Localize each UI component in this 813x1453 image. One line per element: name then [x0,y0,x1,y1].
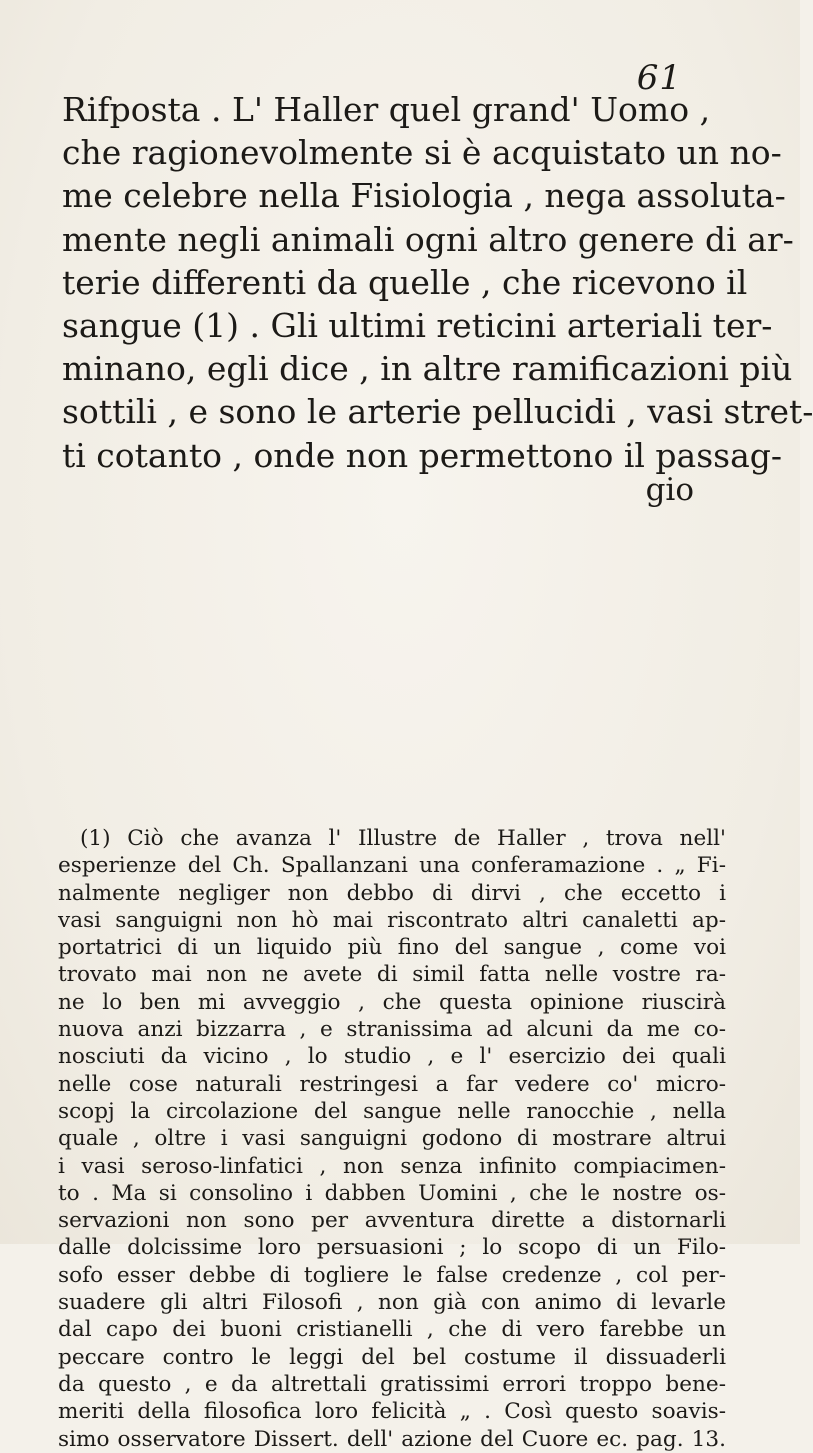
footnote-line: portatrici di un liquido più fino del sangue , come voi [58,935,726,961]
main-text-line: me celebre nella Fisiologia , nega assoluta- [62,176,786,216]
footnote-line: esperienze del Ch. Spallanzani una conferamazione . „ Fi- [58,853,726,879]
footnote-line: meriti della filosofica loro felicità „ . Così questo soavis- [58,1399,726,1425]
footnote-line: nalmente negliger non debbo di dirvi , che eccetto i [58,880,726,906]
main-text-line: ti cotanto , onde non permettono il passag- [62,435,783,475]
main-text-line: mente negli animali ogni altro genere di ar- [62,219,794,259]
main-text-line: sangue (1) . Gli ultimi reticini arteriali ter- [62,306,773,346]
main-text-line: Rifposta . L' Haller quel grand' Uomo , [62,90,711,129]
footnote-line: trovato mai non ne avete di simil fatta nelle vostre ra- [58,962,726,988]
catchword: gio [645,471,694,508]
footnote-line: da questo , e da altrettali gratissimi errori troppo bene- [58,1371,726,1397]
footnote-line: peccare contro le leggi del bel costume il dissuaderli [58,1344,726,1370]
footnote-line: nuova anzi bizzarra , e stranissima ad alcuni da me co- [58,1017,726,1043]
footnote-line: servazioni non sono per avventura dirette a distornarli [58,1208,726,1234]
main-text-line: che ragionevolmente si è acquistato un no- [62,133,782,173]
footnote-line: dalle dolcissime loro persuasioni ; lo scopo di un Filo- [58,1235,726,1261]
main-text-line: terie differenti da quelle , che ricevono il [62,262,748,302]
footnote-line: quale , oltre i vasi sanguigni godono di mostrare altrui [58,1126,726,1152]
main-text-line: sottili , e sono le arterie pellucidi , vasi stret- [62,392,813,432]
footnote-line: dal capo dei buoni cristianelli , che di vero farebbe un [58,1317,726,1343]
footnote-line: suadere gli altri Filosofi , non già con animo di levarle [58,1290,726,1316]
footnote-line: ne lo ben mi avveggio , che questa opinione riuscirà [58,989,726,1015]
main-text-line: minano, egli dice , in altre ramificazioni più [62,349,793,389]
page-number: 61 [636,58,682,98]
main-text-block [62,88,813,508]
footnote-block [58,825,726,1453]
footnote-line: i vasi seroso-linfatici , non senza infinito compiacimen- [58,1153,726,1179]
footnote-line: scopj la circolazione del sangue nelle ranocchie , nella [58,1098,726,1124]
footnote-line: simo osservatore Dissert. dell' azione del Cuore ec. pag. 13. [58,1426,726,1452]
footnote-line: (1) Ciò che avanza l' Illustre de Haller , trova nell' [80,826,726,851]
footnote-line: vasi sanguigni non hò mai riscontrato altri canaletti ap- [58,907,726,933]
footnote-line: to . Ma si consolino i dabben Uomini , che le nostre os- [58,1180,726,1206]
footnote-line: nosciuti da vicino , lo studio , e l' esercizio dei quali [58,1044,726,1070]
footnote-line: nelle cose naturali restringesi a far vedere co' micro- [58,1071,726,1097]
footnote-line: sofo esser debbe di togliere le false credenze , col per- [58,1262,726,1288]
